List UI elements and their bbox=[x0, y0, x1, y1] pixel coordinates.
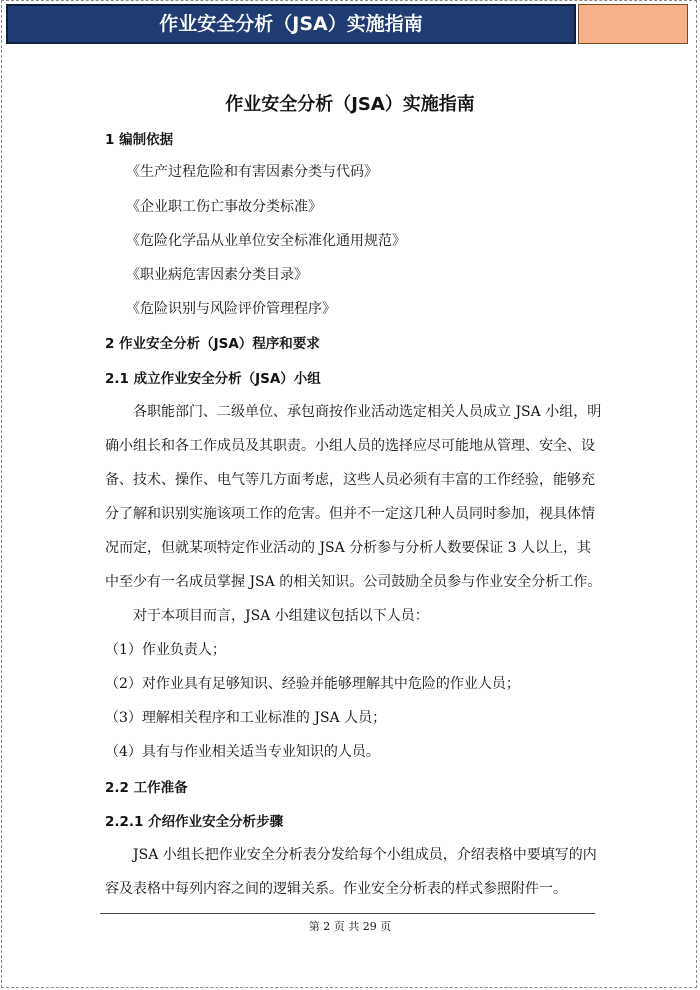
section-2-2-1-heading: 2.2.1 介绍作业安全分析步骤 bbox=[105, 814, 284, 830]
paragraph-line: 容及表格中每列内容之间的逻辑关系。作业安全分析表的样式参照附件一。 bbox=[105, 881, 567, 897]
section-2-1-heading: 2.1 成立作业安全分析（JSA）小组 bbox=[105, 371, 321, 387]
section-1-heading: 1 编制依据 bbox=[105, 132, 174, 148]
member-item: （4）具有与作业相关适当专业知识的人员。 bbox=[105, 744, 380, 760]
paragraph-line: 中至少有一名成员掌握 JSA 的相关知识。公司鼓励全员参与作业安全分析工作。 bbox=[105, 574, 602, 590]
reference-item: 《企业职工伤亡事故分类标准》 bbox=[126, 199, 322, 215]
paragraph-line: 分了解和识别实施该项工作的危害。但并不一定这几种人员同时参加，视具体情 bbox=[105, 506, 595, 522]
reference-item: 《职业病危害因素分类目录》 bbox=[126, 267, 308, 283]
document-title: 作业安全分析（JSA）实施指南 bbox=[225, 94, 475, 115]
page-number: 第 2 页 共 29 页 bbox=[308, 920, 392, 933]
paragraph-line: 备、技术、操作、电气等几方面考虑，这些人员必须有丰富的工作经验，能够充 bbox=[105, 472, 595, 488]
paragraph-line: JSA 小组长把作业安全分析表分发给每个小组成员，介绍表格中要填写的内 bbox=[133, 847, 597, 863]
reference-item: 《危险识别与风险评价管理程序》 bbox=[126, 301, 336, 317]
member-item: （2）对作业具有足够知识、经验并能够理解其中危险的作业人员； bbox=[105, 676, 520, 692]
paragraph-line: 各职能部门、二级单位、承包商按作业活动选定相关人员成立 JSA 小组，明 bbox=[133, 404, 602, 420]
reference-item: 《生产过程危险和有害因素分类与代码》 bbox=[126, 164, 378, 180]
paragraph-line: 确小组长和各工作成员及其职责。小组人员的选择应尽可能地从管理、安全、设 bbox=[105, 438, 595, 454]
reference-item: 《危险化学品从业单位安全标准化通用规范》 bbox=[126, 233, 406, 249]
members-intro: 对于本项目而言，JSA 小组建议包括以下人员： bbox=[133, 608, 429, 624]
footer-divider bbox=[100, 913, 595, 914]
paragraph-line: 况而定，但就某项特定作业活动的 JSA 分析参与分析人数要保证 3 人以上，其 bbox=[105, 540, 592, 556]
header-banner: 作业安全分析（JSA）实施指南 bbox=[6, 4, 576, 44]
header-accent-block bbox=[578, 4, 688, 44]
member-item: （3）理解相关程序和工业标准的 JSA 人员； bbox=[105, 710, 387, 726]
member-item: （1）作业负责人； bbox=[105, 642, 226, 658]
section-2-2-heading: 2.2 工作准备 bbox=[105, 780, 188, 796]
section-2-heading: 2 作业安全分析（JSA）程序和要求 bbox=[105, 336, 320, 352]
page-frame bbox=[1, 0, 697, 988]
